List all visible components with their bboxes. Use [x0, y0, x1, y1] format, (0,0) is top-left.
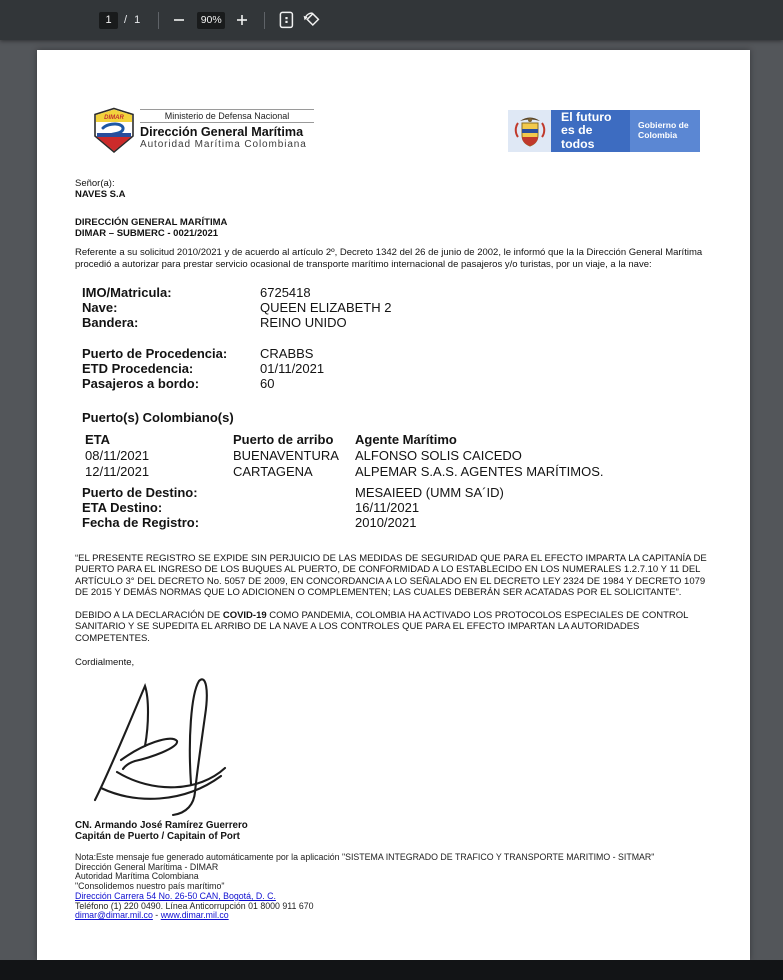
pdf-toolbar [0, 0, 783, 40]
email-link[interactable]: dimar@dimar.mil.co [75, 910, 153, 921]
footer-note: Nota:Este mensaje fue generado automáticamente por la aplicación "SISTEMA INTEGRADO DE TRAFICO Y TRANSPORTE MARITIMO - SITMAR" [75, 852, 655, 862]
signer-title: Capitán de Puerto / Capitain of Port [75, 831, 240, 842]
field-label: IMO/Matricula: [82, 285, 172, 300]
field-value: 2010/2021 [355, 515, 417, 530]
field-row-puerto-destino [37, 485, 750, 500]
colombia-coat-of-arms-icon [508, 110, 551, 152]
covid-text-pre: DEBIDO A LA DECLARACIÓN DE [75, 610, 223, 621]
field-row-eta-destino [37, 500, 750, 515]
cell-puerto: CARTAGENA [233, 464, 313, 479]
field-row-imo [37, 285, 750, 300]
signer-name: CN. Armando José Ramírez Guerrero [75, 820, 248, 831]
field-value: QUEEN ELIZABETH 2 [260, 300, 392, 315]
field-label: Nave: [82, 300, 118, 315]
covid-text-bold: COVID-19 [222, 610, 267, 621]
salutation: Señor(a): [75, 178, 115, 189]
rotate-counterclockwise-icon [303, 11, 321, 29]
dimar-crest-icon [93, 107, 135, 157]
field-label: Pasajeros a bordo: [82, 376, 200, 391]
zoom-level-indicator[interactable]: 90% [197, 12, 225, 29]
fit-to-page-button[interactable] [279, 8, 294, 32]
field-row-puerto-procedencia [37, 346, 750, 361]
field-label: ETD Procedencia: [82, 361, 194, 376]
intro-paragraph: Referente a su solicitud 2010/2021 y de acuerdo al artículo 2º, Decreto 1342 del 26 de junio de 2002, le informó que la la Dirección General Marítima procedió a autorizar para prestar servicio ocasional de transporte marítimo internacional de pasajeros y/o turistas, por un viaje, a la nave: [75, 247, 703, 271]
letterhead-rule-top [140, 109, 314, 110]
field-value: REINO UNIDO [260, 315, 347, 330]
cell-puerto: BUENAVENTURA [233, 448, 339, 463]
field-value: 16/11/2021 [355, 500, 420, 515]
field-value: MESAIEED (UMM SA´ID) [355, 485, 504, 500]
cell-eta: 08/11/2021 [85, 448, 150, 463]
column-header-eta: ETA [85, 432, 111, 447]
field-value: 01/11/2021 [260, 361, 325, 376]
bottom-bar [0, 960, 783, 980]
zoom-in-button[interactable] [236, 8, 248, 32]
table-row [37, 448, 750, 463]
field-row-fecha-registro [37, 515, 750, 530]
cell-eta: 12/11/2021 [85, 464, 150, 479]
footer-phone: Teléfono (1) 220 0490. Línea Anticorrupción 01 8000 911 670 [75, 900, 314, 911]
field-label: Puerto de Procedencia: [82, 346, 228, 361]
toolbar-divider [158, 12, 159, 29]
svg-text:DIMAR: DIMAR [104, 115, 124, 121]
field-label: Fecha de Registro: [82, 515, 200, 530]
table-row [37, 464, 750, 479]
covid-text-post: COMO PANDEMIA, COLOMBIA HA ACTIVADO LOS PROTOCOLOS ESPECIALES DE CONTROL SANITARIO Y SE SUPEDITA EL ARRIBO DE LA NAVE A LOS CONTROLES QUE PARA EL EFECTO IMPARTAN LA AUTORIDADES COMPETENTES. [75, 610, 689, 644]
gov-banner-government [630, 110, 700, 152]
minus-icon [173, 14, 185, 26]
field-value: CRABBS [260, 346, 314, 361]
government-banner [508, 110, 700, 152]
column-header-puerto: Puerto de arribo [233, 432, 334, 447]
footer-slogan: "Consolidemos nuestro país marítimo" [75, 881, 225, 892]
field-value: 60 [260, 376, 275, 391]
field-row-nave [37, 300, 750, 315]
letterhead-dgm: Dirección General Marítima [140, 125, 304, 139]
covid-paragraph [75, 610, 713, 644]
pdf-viewer-canvas[interactable] [0, 40, 783, 960]
zoom-out-button[interactable] [173, 8, 185, 32]
letterhead-authority: Autoridad Marítima Colombiana [140, 139, 307, 150]
cell-agente: ALFONSO SOLIS CAICEDO [355, 448, 522, 463]
link-separator: - [152, 910, 161, 921]
gov-government-text: Gobierno de Colombia [638, 120, 689, 140]
footer-org: Dirección General Marítima - DIMAR [75, 861, 219, 872]
field-row-bandera [37, 315, 750, 330]
reference-line-2: DIMAR – SUBMERC - 0021/2021 [75, 228, 219, 239]
closing-text: Cordialmente, [75, 657, 135, 668]
field-row-pasajeros [37, 376, 750, 391]
field-value: 6725418 [260, 285, 311, 300]
toolbar-divider [264, 12, 265, 29]
fit-to-page-icon [279, 11, 294, 29]
field-row-etd-procedencia [37, 361, 750, 376]
footer-block [75, 853, 654, 921]
website-link[interactable]: www.dimar.mil.co [160, 910, 229, 921]
legal-paragraph: “EL PRESENTE REGISTRO SE EXPIDE SIN PERJUICIO DE LAS MEDIDAS DE SEGURIDAD QUE PARA EL EFECTO IMPARTA LA CAPITANÍA DE PUERTO PARA EL INGRESO DE LOS BUQUES AL PUERTO, DE CONFORMIDAD A LO ESTABLECIDO EN LOS NUMERALES 1.2.7.10 Y 11 DEL ARTÍCULO 3° DEL DECRETO No. 5057 DE 2009, EN CONCORDANCIA A LO SEÑALADO EN EL DECRETO LEY 2324 DE 1984 Y DECRETO 1079 DE 2015 Y DEMÁS NORMAS QUE LO ADICIONEN O COMPLEMENTEN; LAS CUALES DEBERÁN SER ACATADAS POR EL SOLICITANTE”. [75, 553, 707, 599]
page-count-label: / 1 [124, 14, 143, 26]
ports-section-title: Puerto(s) Colombiano(s) [82, 410, 234, 425]
recipient-name: NAVES S.A [75, 189, 126, 200]
gov-banner-slogan [551, 110, 630, 152]
reference-line-1: DIRECCIÓN GENERAL MARÍTIMA [75, 217, 228, 228]
ports-table-header [37, 432, 750, 447]
column-header-agente: Agente Marítimo [355, 432, 457, 447]
letterhead-ministry: Ministerio de Defensa Nacional [164, 111, 290, 121]
field-label: ETA Destino: [82, 500, 163, 515]
rotate-button[interactable] [303, 8, 321, 32]
footer-authority: Autoridad Marítima Colombiana [75, 871, 199, 882]
address-link[interactable]: Dirección Carrera 54 No. 26-50 CAN, Bogotá, D. C. [75, 890, 276, 901]
page-number-input[interactable] [99, 12, 118, 29]
plus-icon [236, 14, 248, 26]
gov-slogan-text: El futuro es de todos [561, 110, 612, 151]
cell-agente: ALPEMAR S.A.S. AGENTES MARÍTIMOS. [355, 464, 604, 479]
pdf-page [37, 50, 750, 960]
signature-image [87, 668, 247, 821]
letterhead-rule-bottom [140, 122, 314, 123]
field-label: Bandera: [82, 315, 139, 330]
field-label: Puerto de Destino: [82, 485, 198, 500]
